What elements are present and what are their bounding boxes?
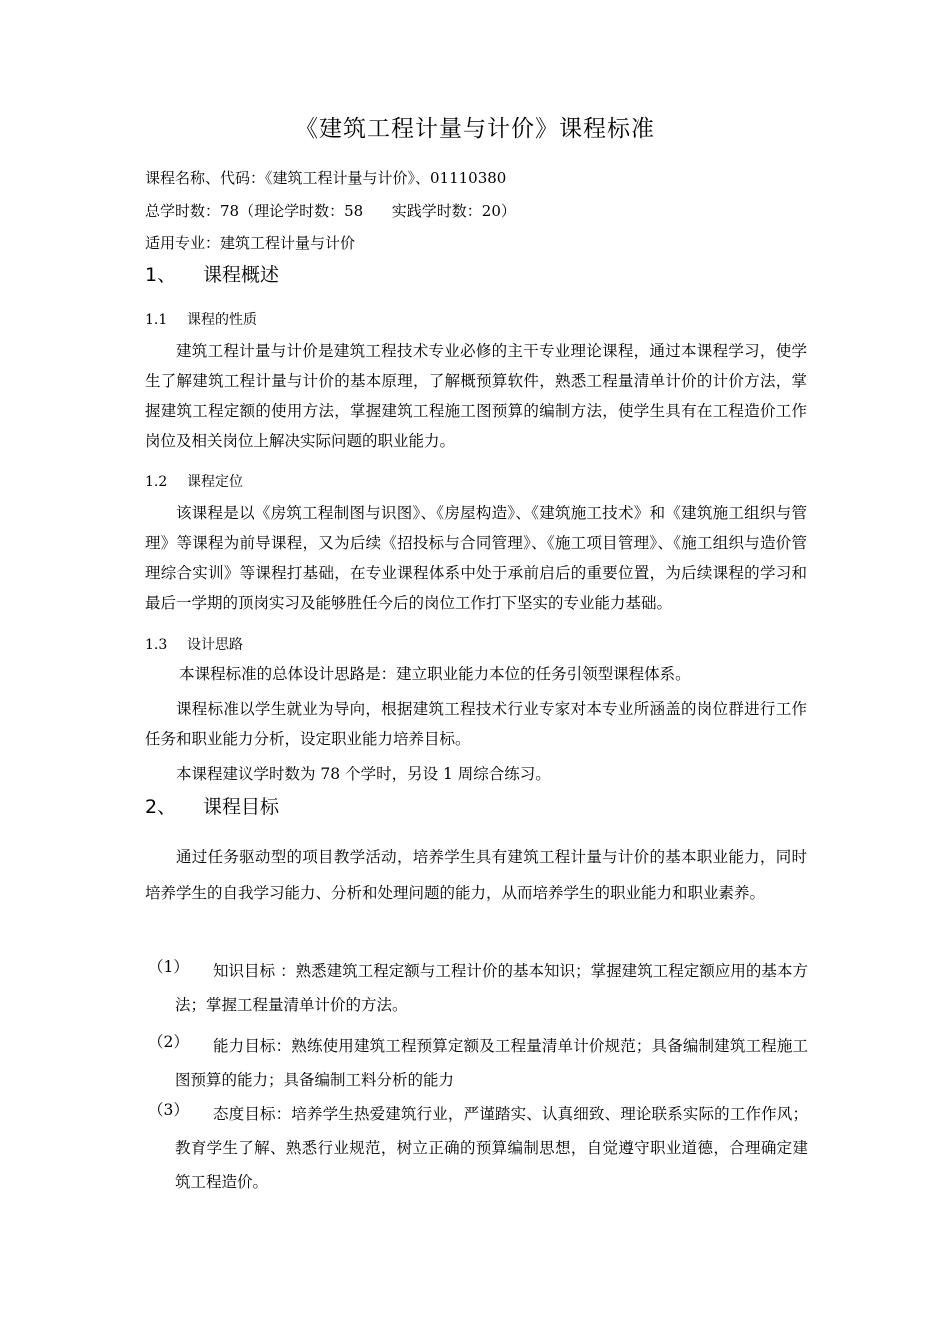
subsection-1-2-paragraph: 该课程是以《房筑工程制图与识图》、《房屋构造》、《建筑施工技术》和《建筑施工组织与管理》等课程为前导课程，又为后续《招投标与合同管理》、《施工项目管理》、《施工组织与造价管理综合实训》等课程打基础，在专业课程体系中处于承前启后的重要位置，为后续课程的学习和最后一学期的顶岗实习及能够胜任今后的岗位工作打下坚实的专业能力基础。 (145, 504, 807, 612)
subsection-1-2-number: 1.2 (145, 474, 168, 490)
design-paragraph-2: 课程标准以学生就业为导向，根据建筑工程技术行业专家对本专业所涵盖的岗位群进行工作任务和职业能力分析，设定职业能力培养目标。 (145, 700, 807, 748)
objectives-intro-paragraph: 通过任务驱动型的项目教学活动，培养学生具有建筑工程计量与计价的基本职业能力，同时培养学生的自我学习能力、分析和处理问题的能力，从而培养学生的职业能力和职业素养。 (145, 848, 807, 902)
course-name-line: 课程名称、代码：《建筑工程计量与计价》、01110380 (145, 169, 507, 187)
objective-2-marker: （2） (148, 1033, 189, 1051)
objective-3-text: 态度目标：培养学生热爱建筑行业，严谨踏实、认真细致、理论联系实际的工作作风；教育学生了解、熟悉行业规范，树立正确的预算编制思想，自觉遵守职业道德，合理确定建筑工程造价。 (175, 1105, 808, 1191)
course-hours-line: 总学时数：78（理论学时数：58 实践学时数：20） (145, 202, 516, 220)
section-2-heading (145, 792, 279, 819)
course-major-line: 适用专业：建筑工程计量与计价 (145, 234, 356, 252)
section-1-heading (145, 260, 279, 287)
objective-3-marker: （3） (148, 1101, 189, 1119)
objective-item-2 (148, 1029, 808, 1097)
design-paragraph-1: 本课程标准的总体设计思路是：建立职业能力本位的任务引领型课程体系。 (179, 665, 691, 683)
subsection-1-1-paragraph: 建筑工程计量与计价是建筑工程技术专业必修的主干专业理论课程，通过本课程学习，使学生了解建筑工程计量与计价的基本原理，了解概预算软件，熟悉工程量清单计价的计价方法，掌握建筑工程定额的使用方法，掌握建筑工程施工图预算的编制方法，使学生具有在工程造价工作岗位及相关岗位上解决实际问题的职业能力。 (145, 342, 807, 450)
subsection-1-1-title: 课程的性质 (187, 312, 257, 328)
design-paragraph-3: 本课程建议学时数为 78 个学时，另设 1 周综合练习。 (176, 765, 551, 783)
objective-1-marker: （1） (148, 958, 189, 976)
subsection-1-3-heading (145, 634, 243, 654)
section-2-title: 课程目标 (203, 796, 280, 818)
section-2-number: 2、 (145, 796, 177, 818)
objective-item-3 (148, 1097, 808, 1199)
section-1-number: 1、 (145, 264, 177, 286)
subsection-1-2-heading (145, 471, 243, 491)
objective-1-text: 知识目标 ：熟悉建筑工程定额与工程计价的基本知识；掌握建筑工程定额应用的基本方法；掌握工程量清单计价的方法。 (175, 962, 808, 1014)
objective-item-1 (148, 954, 808, 1022)
subsection-1-3-number: 1.3 (145, 637, 168, 653)
subsection-1-1-heading (145, 309, 257, 329)
subsection-1-1-number: 1.1 (145, 312, 168, 328)
document-title: 《建筑工程计量与计价》课程标准 (295, 116, 655, 142)
subsection-1-3-title: 设计思路 (187, 637, 243, 653)
section-1-title: 课程概述 (203, 264, 280, 286)
subsection-1-2-title: 课程定位 (187, 474, 243, 490)
objective-2-text: 能力目标：熟练使用建筑工程预算定额及工程量清单计价规范；具备编制建筑工程施工图预算的能力；具备编制工料分析的能力 (175, 1037, 808, 1089)
